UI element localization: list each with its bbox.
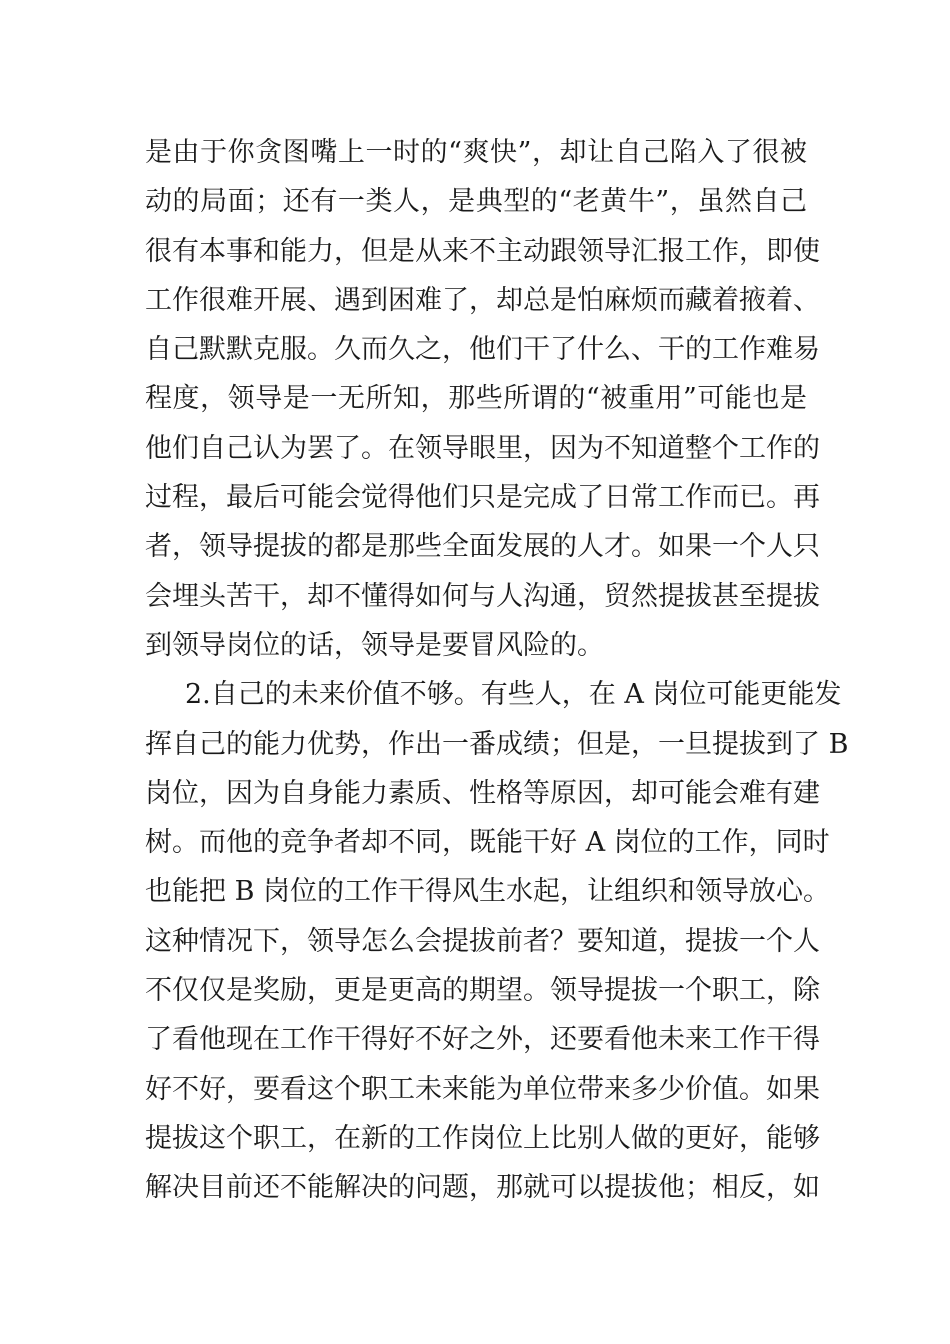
text-line: 很有本事和能力，但是从来不主动跟领导汇报工作，即使 (145, 235, 820, 267)
text-line: 解决目前还不能解决的问题，那就可以提拔他；相反，如 (145, 1172, 820, 1204)
text-line: 自己默默克服。久而久之，他们干了什么、干的工作难易 (145, 334, 820, 366)
body-text (145, 128, 849, 1213)
text-line: 会埋头苦干，却不懂得如何与人沟通，贸然提拔甚至提拔 (145, 580, 820, 612)
text-line: 提拔这个职工，在新的工作岗位上比别人做的更好，能够 (145, 1122, 820, 1154)
text-line: 岗位，因为自身能力素质、性格等原因，却可能会难有建 (145, 777, 820, 809)
text-line: 这种情况下，领导怎么会提拔前者？要知道，提拔一个人 (145, 925, 820, 957)
text-line: 树。而他的竞争者却不同，既能干好 A 岗位的工作，同时 (145, 827, 830, 859)
text-line: 不仅仅是奖励，更是更高的期望。领导提拔一个职工，除 (145, 975, 820, 1007)
text-line: 到领导岗位的话，领导是要冒风险的。 (145, 629, 604, 661)
text-line: 了看他现在工作干得好不好之外，还要看他未来工作干得 (145, 1024, 820, 1056)
text-line: 工作很难开展、遇到困难了，却总是怕麻烦而藏着掖着、 (145, 284, 820, 316)
text-line: 过程，最后可能会觉得他们只是完成了日常工作而已。再 (145, 482, 820, 514)
text-line: 2.自己的未来价值不够。有些人，在 A 岗位可能更能发 (185, 679, 842, 711)
text-line: 程度，领导是一无所知，那些所谓的“被重用”可能也是 (145, 383, 807, 415)
paragraph-1 (145, 128, 820, 670)
text-line: 动的局面；还有一类人，是典型的“老黄牛”，虽然自己 (145, 186, 807, 218)
text-line: 好不好，要看这个职工未来能为单位带来多少价值。如果 (145, 1073, 820, 1105)
text-line: 挥自己的能力优势，作出一番成绩；但是，一旦提拔到了 B (145, 728, 849, 760)
text-line: 是由于你贪图嘴上一时的“爽快”，却让自己陷入了很被 (145, 137, 807, 168)
text-line: 者，领导提拔的都是那些全面发展的人才。如果一个人只 (145, 531, 820, 563)
text-line: 也能把 B 岗位的工作干得风生水起，让组织和领导放心。 (145, 876, 831, 908)
paragraph-2 (145, 670, 849, 1212)
text-line: 他们自己认为罢了。在领导眼里，因为不知道整个工作的 (145, 432, 820, 464)
